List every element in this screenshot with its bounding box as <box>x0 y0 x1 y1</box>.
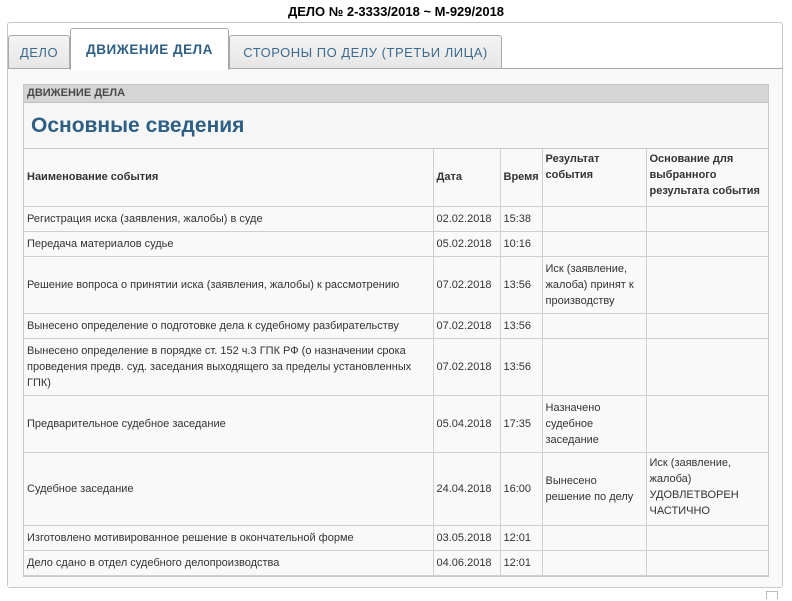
cell-event: Предварительное судебное заседание <box>24 395 433 452</box>
tab-parties[interactable]: СТОРОНЫ ПО ДЕЛУ (ТРЕТЬИ ЛИЦА) <box>229 35 502 69</box>
cell-event: Судебное заседание <box>24 452 433 525</box>
cell-date: 07.02.2018 <box>433 338 500 395</box>
cell-time: 12:01 <box>500 550 542 575</box>
cell-basis <box>646 525 768 550</box>
cell-event: Регистрация иска (заявления, жалобы) в суде <box>24 206 433 231</box>
table-header-row <box>24 149 768 206</box>
events-table <box>24 149 768 576</box>
cell-basis: Иск (заявление, жалоба) УДОВЛЕТВОРЕН ЧАСТИЧНО <box>646 452 768 525</box>
cell-time: 13:56 <box>500 313 542 338</box>
cell-basis <box>646 395 768 452</box>
table-row <box>24 256 768 313</box>
print-icon[interactable] <box>766 591 778 599</box>
case-movement-panel <box>23 84 769 577</box>
cell-basis <box>646 313 768 338</box>
table-row <box>24 395 768 452</box>
cell-event: Вынесено определение в порядке ст. 152 ч.3 ГПК РФ (о назначении срока проведения предв. суд. заседания выходящего за пределы установленных ГПК) <box>24 338 433 395</box>
cell-time: 13:56 <box>500 256 542 313</box>
cell-time: 15:38 <box>500 206 542 231</box>
cell-result: Назначено судебное заседание <box>542 395 646 452</box>
cell-basis <box>646 231 768 256</box>
cell-basis <box>646 206 768 231</box>
cell-time: 12:01 <box>500 525 542 550</box>
cell-time: 16:00 <box>500 452 542 525</box>
cell-date: 04.06.2018 <box>433 550 500 575</box>
table-row <box>24 525 768 550</box>
cell-result <box>542 525 646 550</box>
cell-basis <box>646 256 768 313</box>
cell-event: Вынесено определение о подготовке дела к судебному разбирательству <box>24 313 433 338</box>
cell-event: Передача материалов судье <box>24 231 433 256</box>
cell-time: 13:56 <box>500 338 542 395</box>
case-title: ДЕЛО № 2-3333/2018 ~ М-929/2018 <box>287 4 505 19</box>
cell-date: 24.04.2018 <box>433 452 500 525</box>
column-header-time: Время <box>500 149 542 206</box>
table-row <box>24 313 768 338</box>
column-header-date: Дата <box>433 149 500 206</box>
cell-time: 10:16 <box>500 231 542 256</box>
cell-date: 03.05.2018 <box>433 525 500 550</box>
cell-event: Решение вопроса о принятии иска (заявления, жалобы) к рассмотрению <box>24 256 433 313</box>
cell-date: 07.02.2018 <box>433 313 500 338</box>
table-row <box>24 550 768 575</box>
table-row <box>24 206 768 231</box>
cell-time: 17:35 <box>500 395 542 452</box>
cell-date: 02.02.2018 <box>433 206 500 231</box>
table-row <box>24 231 768 256</box>
cell-result: Вынесено решение по делу <box>542 452 646 525</box>
tab-case-movement[interactable]: ДВИЖЕНИЕ ДЕЛА <box>70 28 229 70</box>
cell-result <box>542 313 646 338</box>
cell-result <box>542 206 646 231</box>
cell-date: 05.04.2018 <box>433 395 500 452</box>
table-row <box>24 338 768 395</box>
section-subtitle: Основные сведения <box>24 103 768 149</box>
section-header: ДВИЖЕНИЕ ДЕЛА <box>24 85 768 103</box>
cell-event: Дело сдано в отдел судебного делопроизводства <box>24 550 433 575</box>
cell-basis <box>646 550 768 575</box>
cell-result <box>542 231 646 256</box>
table-row <box>24 452 768 525</box>
cell-date: 07.02.2018 <box>433 256 500 313</box>
column-header-event: Наименование события <box>24 149 433 206</box>
cell-basis <box>646 338 768 395</box>
cell-date: 05.02.2018 <box>433 231 500 256</box>
tab-case[interactable]: ДЕЛО <box>8 35 70 69</box>
cell-result <box>542 550 646 575</box>
cell-result <box>542 338 646 395</box>
cell-event: Изготовлено мотивированное решение в окончательной форме <box>24 525 433 550</box>
cell-result: Иск (заявление, жалоба) принят к производству <box>542 256 646 313</box>
column-header-result: Результат события <box>542 149 646 206</box>
column-header-basis: Основание для выбранного результата события <box>646 149 768 206</box>
